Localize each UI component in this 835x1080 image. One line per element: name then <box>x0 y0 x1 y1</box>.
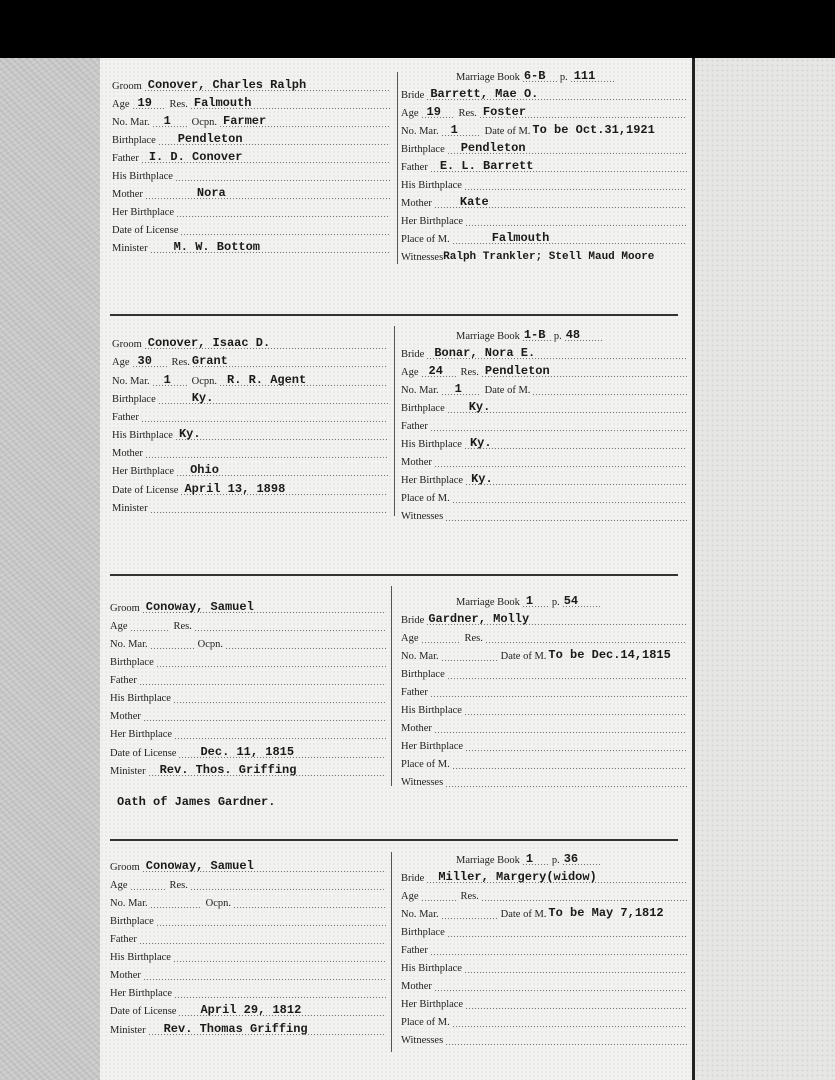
father-label: Father <box>401 687 428 698</box>
minister-row <box>110 1018 386 1036</box>
marriage-book-row <box>456 65 686 83</box>
bride-no-mar: 1 <box>450 123 458 137</box>
bride-no-mar-row <box>401 644 687 662</box>
bride-row <box>401 83 687 101</box>
bride-no-mar-row <box>401 902 687 920</box>
his-birthplace-label: His Birthplace <box>110 693 171 704</box>
record-note: Oath of James Gardner. <box>117 795 276 809</box>
date-of-license-label: Date of License <box>112 225 179 236</box>
father-label: Father <box>401 945 428 956</box>
no-mar-row <box>110 891 386 909</box>
res-label: Res. <box>169 880 188 891</box>
bride-name: Barrett, Mae O. <box>430 87 539 101</box>
groom-his-birthplace: Ky. <box>178 427 201 441</box>
minister-label: Minister <box>110 1025 146 1036</box>
ocpn-label: Ocpn. <box>191 117 217 128</box>
bride-name: Miller, Margery(widow) <box>438 870 597 884</box>
no-mar-label: No. Mar. <box>112 376 150 387</box>
her-birthplace-label: Her Birthplace <box>401 741 464 752</box>
bride-mother-row <box>401 191 687 209</box>
page-label: p. <box>553 331 562 342</box>
minister-row <box>112 236 390 254</box>
his-birthplace-label: His Birthplace <box>401 963 462 974</box>
marriage-book-number: 6-B <box>523 69 546 83</box>
marriage-book-row <box>456 590 686 608</box>
marriage-book-label: Marriage Book <box>456 72 520 83</box>
place-of-m-row <box>401 486 687 504</box>
groom-ocpn: R. R. Agent <box>227 373 307 387</box>
scan-left-margin <box>0 58 100 1080</box>
birthplace-label: Birthplace <box>110 657 154 668</box>
date-of-m-label: Date of M. <box>500 909 547 920</box>
her-birthplace-row <box>112 459 388 477</box>
birthplace-row <box>110 650 386 668</box>
place-of-m-label: Place of M. <box>401 493 450 504</box>
witnesses-row <box>401 1028 687 1046</box>
bride-her-birthplace-row <box>401 992 687 1010</box>
scan-top-border <box>0 0 835 58</box>
mother-label: Mother <box>112 448 143 459</box>
column-divider <box>391 852 392 1052</box>
birthplace-label: Birthplace <box>401 927 445 938</box>
age-label: Age <box>401 108 419 119</box>
no-mar-label: No. Mar. <box>401 126 439 137</box>
res-label: Res. <box>169 99 188 110</box>
groom-row <box>112 74 390 92</box>
mother-row <box>110 963 386 981</box>
birthplace-row <box>110 909 386 927</box>
marriage-book-row <box>456 848 686 866</box>
father-label: Father <box>110 934 137 945</box>
bride-no-mar-row <box>401 119 687 137</box>
groom-date-of-license: April 13, 1898 <box>184 482 286 496</box>
date-of-license-label: Date of License <box>110 1006 177 1017</box>
her-birthplace-label: Her Birthplace <box>401 999 464 1010</box>
mother-row <box>112 441 388 459</box>
ocpn-label: Ocpn. <box>205 898 231 909</box>
scan-right-margin <box>695 58 835 1080</box>
her-birthplace-row <box>112 200 390 218</box>
groom-row <box>110 596 386 614</box>
column-divider <box>394 326 395 516</box>
bride-row <box>401 342 687 360</box>
bride-date-of-m: To be May 7,1812 <box>548 906 664 920</box>
record-separator <box>110 314 678 316</box>
bride-age-row <box>401 884 687 902</box>
place-of-m-row <box>401 1010 687 1028</box>
page-label: p. <box>551 597 560 608</box>
res-label: Res. <box>460 891 479 902</box>
her-birthplace-label: Her Birthplace <box>112 207 175 218</box>
his-birthplace-row <box>112 164 390 182</box>
date-of-license-row <box>110 741 386 759</box>
marriage-book-label: Marriage Book <box>456 597 520 608</box>
bride-date-of-m: To be Oct.31,1921 <box>532 123 655 137</box>
age-label: Age <box>112 99 130 110</box>
his-birthplace-label: His Birthplace <box>112 171 173 182</box>
bride-father-row <box>401 155 687 173</box>
marriage-book-number: 1 <box>525 852 534 866</box>
groom-row <box>112 332 388 350</box>
res-label: Res. <box>173 621 192 632</box>
mother-label: Mother <box>401 723 432 734</box>
date-of-m-label: Date of M. <box>500 651 547 662</box>
age-row <box>112 350 388 368</box>
marriage-book-page: 111 <box>573 69 596 83</box>
witnesses-label: Witnesses <box>401 1035 444 1046</box>
page-label: p. <box>559 72 568 83</box>
father-label: Father <box>401 162 428 173</box>
groom-minister: Rev. Thomas Griffing <box>163 1022 308 1036</box>
no-mar-label: No. Mar. <box>401 909 439 920</box>
father-label: Father <box>401 421 428 432</box>
father-label: Father <box>110 675 137 686</box>
groom-date-of-license: April 29, 1812 <box>200 1003 302 1017</box>
bride-date-of-m: To be Dec.14,1815 <box>548 648 671 662</box>
place-of-m-label: Place of M. <box>401 234 450 245</box>
his-birthplace-label: His Birthplace <box>401 180 462 191</box>
date-of-license-row <box>112 218 390 236</box>
birthplace-label: Birthplace <box>112 394 156 405</box>
her-birthplace-label: Her Birthplace <box>401 216 464 227</box>
bride-birthplace-row <box>401 396 687 414</box>
place-of-m-label: Place of M. <box>401 759 450 770</box>
groom-no-mar: 1 <box>163 373 171 387</box>
place-of-m-label: Place of M. <box>401 1017 450 1028</box>
birthplace-row <box>112 128 390 146</box>
date-of-license-label: Date of License <box>112 485 179 496</box>
bride-label: Bride <box>401 90 425 101</box>
no-mar-label: No. Mar. <box>401 651 439 662</box>
place-of-m-row <box>401 752 687 770</box>
bride-age-row <box>401 360 687 378</box>
date-of-m-label: Date of M. <box>484 385 531 396</box>
bride-age: 19 <box>426 105 441 119</box>
age-label: Age <box>401 633 419 644</box>
groom-res: Falmouth <box>193 96 252 110</box>
bride-res: Foster <box>482 105 527 119</box>
groom-minister: M. W. Bottom <box>173 240 261 254</box>
bride-birthplace: Pendleton <box>460 141 526 155</box>
her-birthplace-label: Her Birthplace <box>112 466 175 477</box>
place-of-m-row <box>401 227 687 245</box>
birthplace-label: Birthplace <box>112 135 156 146</box>
no-mar-label: No. Mar. <box>110 898 148 909</box>
groom-father: I. D. Conover <box>148 150 243 164</box>
ocpn-label: Ocpn. <box>191 376 217 387</box>
bride-his-birthplace-row <box>401 698 687 716</box>
age-label: Age <box>401 367 419 378</box>
no-mar-label: No. Mar. <box>110 639 148 650</box>
bride-her-birthplace: Ky. <box>471 472 493 486</box>
no-mar-row <box>112 369 388 387</box>
no-mar-row <box>112 110 390 128</box>
groom-name: Conover, Isaac D. <box>147 336 271 350</box>
father-row <box>110 927 386 945</box>
marriage-book-row <box>456 324 686 342</box>
age-label: Age <box>401 891 419 902</box>
age-row <box>112 92 390 110</box>
father-row <box>112 405 388 423</box>
father-label: Father <box>112 412 139 423</box>
bride-birthplace: Ky. <box>468 400 491 414</box>
groom-res: Grant <box>191 354 228 368</box>
marriage-book-number: 1-B <box>523 328 546 342</box>
res-label: Res. <box>171 357 190 368</box>
groom-birthplace: Pendleton <box>177 132 243 146</box>
groom-name: Conoway, Samuel <box>145 859 254 873</box>
ocpn-label: Ocpn. <box>197 639 223 650</box>
bride-his-birthplace-row <box>401 173 687 191</box>
groom-row <box>110 855 386 873</box>
his-birthplace-row <box>110 686 386 704</box>
birthplace-row <box>112 387 388 405</box>
record-separator <box>110 839 678 841</box>
bride-label: Bride <box>401 349 425 360</box>
father-label: Father <box>112 153 139 164</box>
res-label: Res. <box>458 108 477 119</box>
marriage-book-page: 54 <box>563 594 579 608</box>
groom-her-birthplace: Ohio <box>190 463 219 477</box>
column-divider <box>397 72 398 264</box>
father-row <box>112 146 390 164</box>
his-birthplace-label: His Birthplace <box>112 430 173 441</box>
age-row <box>110 873 386 891</box>
witnesses-value: Ralph Trankler; Stell Maud Moore <box>443 251 655 263</box>
groom-name: Conover, Charles Ralph <box>147 78 307 92</box>
mother-label: Mother <box>110 711 141 722</box>
bride-birthplace-row <box>401 662 687 680</box>
no-mar-label: No. Mar. <box>112 117 150 128</box>
bride-label: Bride <box>401 615 425 626</box>
bride-father-row <box>401 414 687 432</box>
her-birthplace-label: Her Birthplace <box>110 988 173 999</box>
age-label: Age <box>110 880 128 891</box>
minister-row <box>110 759 386 777</box>
birthplace-label: Birthplace <box>401 403 445 414</box>
bride-name: Gardner, Molly <box>428 612 530 626</box>
groom-age: 30 <box>137 354 152 368</box>
groom-name: Conoway, Samuel <box>145 600 254 614</box>
groom-label: Groom <box>112 339 142 350</box>
bride-father-row <box>401 680 687 698</box>
date-of-license-label: Date of License <box>110 748 177 759</box>
date-of-m-label: Date of M. <box>484 126 531 137</box>
record-separator <box>110 574 678 576</box>
groom-no-mar: 1 <box>163 114 171 128</box>
minister-label: Minister <box>110 766 146 777</box>
his-birthplace-label: His Birthplace <box>401 705 462 716</box>
bride-mother: Kate <box>459 195 489 209</box>
groom-minister: Rev. Thos. Griffing <box>159 763 297 777</box>
birthplace-label: Birthplace <box>401 144 445 155</box>
her-birthplace-row <box>110 981 386 999</box>
bride-age: 24 <box>428 364 443 378</box>
mother-row <box>110 704 386 722</box>
mother-label: Mother <box>401 457 432 468</box>
groom-birthplace: Ky. <box>191 391 214 405</box>
place-of-m: Falmouth <box>491 231 550 245</box>
marriage-book-label: Marriage Book <box>456 855 520 866</box>
bride-her-birthplace-row <box>401 734 687 752</box>
bride-label: Bride <box>401 873 425 884</box>
bride-age-row <box>401 101 687 119</box>
mother-label: Mother <box>110 970 141 981</box>
mother-label: Mother <box>401 981 432 992</box>
his-birthplace-row <box>112 423 388 441</box>
birthplace-label: Birthplace <box>401 669 445 680</box>
bride-row <box>401 866 687 884</box>
age-label: Age <box>112 357 130 368</box>
his-birthplace-label: His Birthplace <box>110 952 171 963</box>
bride-birthplace-row <box>401 137 687 155</box>
witnesses-row <box>401 770 687 788</box>
age-label: Age <box>110 621 128 632</box>
marriage-book-number: 1 <box>525 594 534 608</box>
bride-his-birthplace-row <box>401 956 687 974</box>
birthplace-label: Birthplace <box>110 916 154 927</box>
her-birthplace-label: Her Birthplace <box>401 475 464 486</box>
witnesses-row <box>401 245 691 263</box>
date-of-license-row <box>112 478 388 496</box>
groom-mother: Nora <box>196 186 226 200</box>
her-birthplace-label: Her Birthplace <box>110 729 173 740</box>
groom-label: Groom <box>110 862 140 873</box>
witnesses-label: Witnesses <box>401 252 444 263</box>
groom-label: Groom <box>110 603 140 614</box>
bride-her-birthplace-row <box>401 468 687 486</box>
marriage-book-page: 48 <box>565 328 581 342</box>
marriage-book-page: 36 <box>563 852 579 866</box>
page-label: p. <box>551 855 560 866</box>
marriage-book-label: Marriage Book <box>456 331 520 342</box>
groom-ocpn: Farmer <box>223 114 267 128</box>
his-birthplace-row <box>110 945 386 963</box>
mother-label: Mother <box>112 189 143 200</box>
record-page <box>100 58 692 1080</box>
minister-label: Minister <box>112 243 148 254</box>
mother-label: Mother <box>401 198 432 209</box>
groom-date-of-license: Dec. 11, 1815 <box>200 745 295 759</box>
bride-father-row <box>401 938 687 956</box>
bride-father: E. L. Barrett <box>439 159 534 173</box>
bride-mother-row <box>401 974 687 992</box>
bride-mother-row <box>401 450 687 468</box>
bride-name: Bonar, Nora E. <box>434 346 536 360</box>
mother-row <box>112 182 390 200</box>
bride-no-mar-row <box>401 378 687 396</box>
bride-mother-row <box>401 716 687 734</box>
minister-label: Minister <box>112 503 148 514</box>
witnesses-label: Witnesses <box>401 777 444 788</box>
no-mar-label: No. Mar. <box>401 385 439 396</box>
date-of-license-row <box>110 999 386 1017</box>
bride-row <box>401 608 687 626</box>
bride-birthplace-row <box>401 920 687 938</box>
father-row <box>110 668 386 686</box>
minister-row <box>112 496 388 514</box>
res-label: Res. <box>464 633 483 644</box>
her-birthplace-row <box>110 722 386 740</box>
bride-her-birthplace-row <box>401 209 687 227</box>
bride-age-row <box>401 626 687 644</box>
witnesses-row <box>401 504 687 522</box>
his-birthplace-label: His Birthplace <box>401 439 462 450</box>
column-divider <box>391 586 392 786</box>
bride-no-mar: 1 <box>454 382 462 396</box>
no-mar-row <box>110 632 386 650</box>
groom-age: 19 <box>137 96 152 110</box>
groom-label: Groom <box>112 81 142 92</box>
age-row <box>110 614 386 632</box>
bride-his-birthplace-row <box>401 432 687 450</box>
witnesses-label: Witnesses <box>401 511 444 522</box>
bride-his-birthplace: Ky. <box>469 436 492 450</box>
bride-res: Pendleton <box>484 364 550 378</box>
res-label: Res. <box>460 367 479 378</box>
